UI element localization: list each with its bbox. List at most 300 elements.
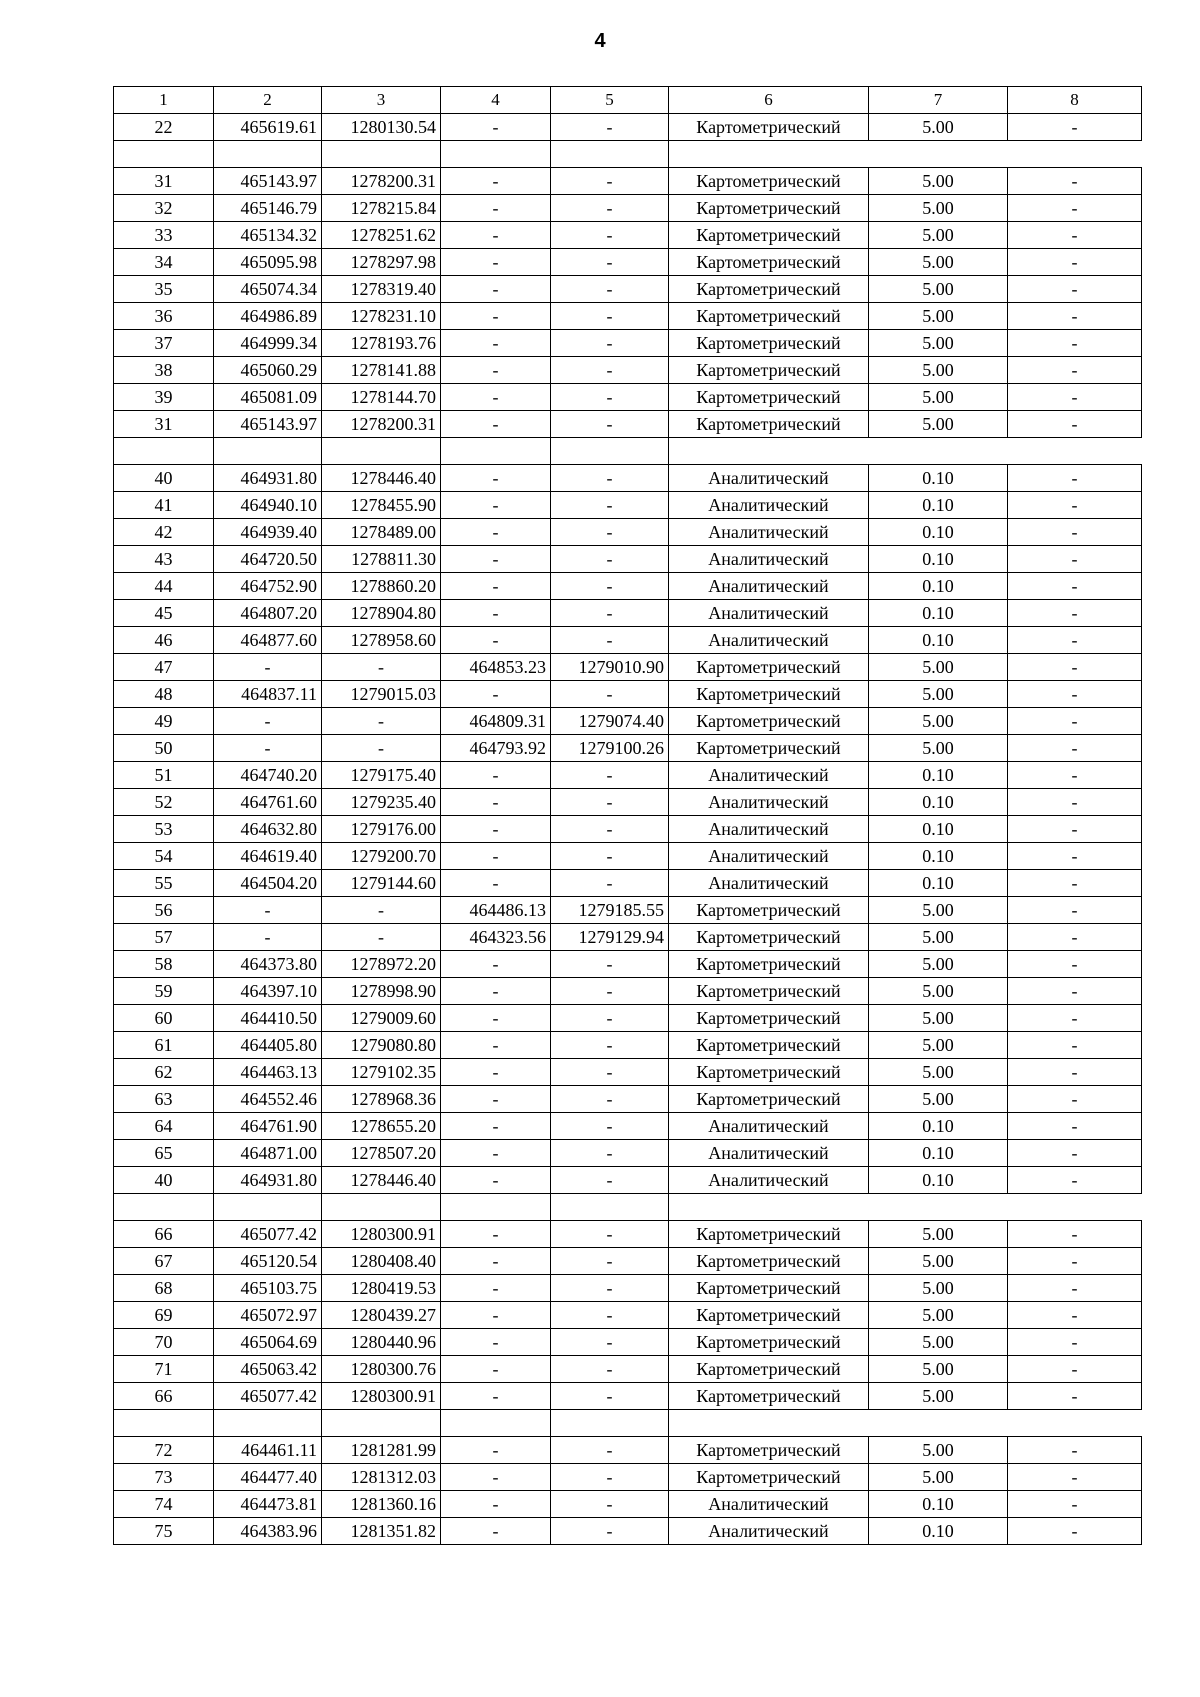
x-coordinate-cell: 465077.42 <box>214 1221 322 1248</box>
method-cell: Картометрический <box>669 681 869 708</box>
y-coordinate-alt-cell: - <box>551 222 669 249</box>
y-coordinate-cell: 1281351.82 <box>322 1518 441 1545</box>
x-coordinate-alt-cell: - <box>441 627 551 654</box>
point-number-cell: 70 <box>114 1329 214 1356</box>
y-coordinate-cell: - <box>322 924 441 951</box>
point-number-cell: 74 <box>114 1491 214 1518</box>
accuracy-cell: 5.00 <box>869 1383 1008 1410</box>
method-cell: Картометрический <box>669 357 869 384</box>
y-coordinate-alt-cell: - <box>551 1140 669 1167</box>
y-coordinate-alt-cell: - <box>551 870 669 897</box>
x-coordinate-alt-cell: - <box>441 1329 551 1356</box>
y-coordinate-alt-cell: - <box>551 1167 669 1194</box>
y-coordinate-cell: 1279235.40 <box>322 789 441 816</box>
table-row <box>114 168 1142 195</box>
y-coordinate-cell: 1278904.80 <box>322 600 441 627</box>
point-number-cell: 54 <box>114 843 214 870</box>
y-coordinate-alt-cell: - <box>551 114 669 141</box>
x-coordinate-cell: 465146.79 <box>214 195 322 222</box>
x-coordinate-alt-cell: - <box>441 1005 551 1032</box>
x-coordinate-alt-cell: - <box>441 1302 551 1329</box>
y-coordinate-cell: 1279200.70 <box>322 843 441 870</box>
table-row <box>114 222 1142 249</box>
x-coordinate-cell: 465074.34 <box>214 276 322 303</box>
table-row <box>114 897 1142 924</box>
x-coordinate-cell: 464473.81 <box>214 1491 322 1518</box>
y-coordinate-alt-cell: - <box>551 1086 669 1113</box>
y-coordinate-alt-cell: - <box>551 1518 669 1545</box>
y-coordinate-alt-cell: 1279100.26 <box>551 735 669 762</box>
note-cell: - <box>1008 357 1142 384</box>
point-number-cell: 37 <box>114 330 214 357</box>
method-cell: Аналитический <box>669 1167 869 1194</box>
point-number-cell: 75 <box>114 1518 214 1545</box>
separator-cell <box>214 1410 322 1437</box>
point-number-cell: 39 <box>114 384 214 411</box>
note-cell: - <box>1008 1518 1142 1545</box>
method-cell: Аналитический <box>669 870 869 897</box>
table-row <box>114 1059 1142 1086</box>
accuracy-cell: 5.00 <box>869 1437 1008 1464</box>
accuracy-cell: 0.10 <box>869 492 1008 519</box>
table-row <box>114 816 1142 843</box>
x-coordinate-cell: 465120.54 <box>214 1248 322 1275</box>
y-coordinate-cell: 1281312.03 <box>322 1464 441 1491</box>
separator-cell <box>869 141 1008 168</box>
separator-cell <box>322 1410 441 1437</box>
accuracy-cell: 5.00 <box>869 222 1008 249</box>
note-cell: - <box>1008 195 1142 222</box>
point-number-cell: 57 <box>114 924 214 951</box>
method-cell: Картометрический <box>669 1005 869 1032</box>
accuracy-cell: 0.10 <box>869 789 1008 816</box>
note-cell: - <box>1008 114 1142 141</box>
note-cell: - <box>1008 1059 1142 1086</box>
note-cell: - <box>1008 924 1142 951</box>
method-cell: Аналитический <box>669 1113 869 1140</box>
x-coordinate-cell: 464837.11 <box>214 681 322 708</box>
point-number-cell: 22 <box>114 114 214 141</box>
note-cell: - <box>1008 843 1142 870</box>
note-cell: - <box>1008 978 1142 1005</box>
table-row <box>114 708 1142 735</box>
y-coordinate-alt-cell: - <box>551 1275 669 1302</box>
method-cell: Картометрический <box>669 1329 869 1356</box>
y-coordinate-cell: 1278655.20 <box>322 1113 441 1140</box>
table-row <box>114 1383 1142 1410</box>
method-cell: Аналитический <box>669 627 869 654</box>
y-coordinate-cell: 1281360.16 <box>322 1491 441 1518</box>
y-coordinate-alt-cell: - <box>551 978 669 1005</box>
point-number-cell: 33 <box>114 222 214 249</box>
accuracy-cell: 5.00 <box>869 1329 1008 1356</box>
y-coordinate-cell: 1278968.36 <box>322 1086 441 1113</box>
y-coordinate-alt-cell: - <box>551 168 669 195</box>
accuracy-cell: 5.00 <box>869 276 1008 303</box>
x-coordinate-cell: 464871.00 <box>214 1140 322 1167</box>
x-coordinate-cell: 465134.32 <box>214 222 322 249</box>
y-coordinate-cell: 1280440.96 <box>322 1329 441 1356</box>
y-coordinate-cell: 1281281.99 <box>322 1437 441 1464</box>
method-cell: Картометрический <box>669 249 869 276</box>
note-cell: - <box>1008 1032 1142 1059</box>
x-coordinate-alt-cell: - <box>441 519 551 546</box>
note-cell: - <box>1008 465 1142 492</box>
y-coordinate-cell: - <box>322 897 441 924</box>
method-cell: Аналитический <box>669 762 869 789</box>
point-number-cell: 60 <box>114 1005 214 1032</box>
separator-cell <box>1008 1410 1142 1437</box>
separator-cell <box>669 141 869 168</box>
x-coordinate-alt-cell: - <box>441 573 551 600</box>
accuracy-cell: 0.10 <box>869 519 1008 546</box>
x-coordinate-cell: 464761.90 <box>214 1113 322 1140</box>
point-number-cell: 40 <box>114 465 214 492</box>
note-cell: - <box>1008 411 1142 438</box>
method-cell: Картометрический <box>669 1032 869 1059</box>
method-cell: Картометрический <box>669 1356 869 1383</box>
method-cell: Картометрический <box>669 735 869 762</box>
y-coordinate-alt-cell: - <box>551 303 669 330</box>
y-coordinate-alt-cell: - <box>551 1221 669 1248</box>
x-coordinate-alt-cell: - <box>441 816 551 843</box>
x-coordinate-alt-cell: - <box>441 492 551 519</box>
note-cell: - <box>1008 951 1142 978</box>
x-coordinate-alt-cell: - <box>441 1113 551 1140</box>
y-coordinate-cell: 1279009.60 <box>322 1005 441 1032</box>
note-cell: - <box>1008 708 1142 735</box>
accuracy-cell: 5.00 <box>869 897 1008 924</box>
table-row <box>114 1221 1142 1248</box>
x-coordinate-alt-cell: - <box>441 1086 551 1113</box>
x-coordinate-cell: 465143.97 <box>214 168 322 195</box>
accuracy-cell: 0.10 <box>869 762 1008 789</box>
y-coordinate-alt-cell: - <box>551 762 669 789</box>
method-cell: Аналитический <box>669 465 869 492</box>
note-cell: - <box>1008 168 1142 195</box>
x-coordinate-alt-cell: - <box>441 762 551 789</box>
x-coordinate-alt-cell: - <box>441 330 551 357</box>
x-coordinate-alt-cell: - <box>441 1383 551 1410</box>
x-coordinate-cell: 465077.42 <box>214 1383 322 1410</box>
separator-cell <box>551 1194 669 1221</box>
x-coordinate-cell: 464877.60 <box>214 627 322 654</box>
method-cell: Аналитический <box>669 546 869 573</box>
note-cell: - <box>1008 762 1142 789</box>
table-row <box>114 573 1142 600</box>
x-coordinate-alt-cell: - <box>441 870 551 897</box>
table-row <box>114 492 1142 519</box>
table-row <box>114 303 1142 330</box>
note-cell: - <box>1008 1356 1142 1383</box>
x-coordinate-alt-cell: 464323.56 <box>441 924 551 951</box>
table-row <box>114 870 1142 897</box>
table-row <box>114 249 1142 276</box>
accuracy-cell: 5.00 <box>869 330 1008 357</box>
y-coordinate-cell: 1279080.80 <box>322 1032 441 1059</box>
point-number-cell: 58 <box>114 951 214 978</box>
y-coordinate-cell: 1278489.00 <box>322 519 441 546</box>
separator-cell <box>669 1194 869 1221</box>
point-number-cell: 32 <box>114 195 214 222</box>
table-row <box>114 951 1142 978</box>
point-number-cell: 31 <box>114 411 214 438</box>
note-cell: - <box>1008 222 1142 249</box>
accuracy-cell: 5.00 <box>869 168 1008 195</box>
point-number-cell: 67 <box>114 1248 214 1275</box>
y-coordinate-alt-cell: - <box>551 249 669 276</box>
y-coordinate-alt-cell: 1279129.94 <box>551 924 669 951</box>
x-coordinate-cell: 464931.80 <box>214 1167 322 1194</box>
point-number-cell: 49 <box>114 708 214 735</box>
column-header: 7 <box>869 87 1008 114</box>
separator-cell <box>322 1194 441 1221</box>
x-coordinate-cell: 464931.80 <box>214 465 322 492</box>
accuracy-cell: 5.00 <box>869 303 1008 330</box>
x-coordinate-cell: 464383.96 <box>214 1518 322 1545</box>
y-coordinate-cell: 1278507.20 <box>322 1140 441 1167</box>
point-number-cell: 63 <box>114 1086 214 1113</box>
x-coordinate-cell: 464986.89 <box>214 303 322 330</box>
y-coordinate-alt-cell: 1279010.90 <box>551 654 669 681</box>
x-coordinate-cell: - <box>214 735 322 762</box>
x-coordinate-cell: 464461.11 <box>214 1437 322 1464</box>
table-row <box>114 1140 1142 1167</box>
accuracy-cell: 5.00 <box>869 708 1008 735</box>
accuracy-cell: 0.10 <box>869 1518 1008 1545</box>
table-row <box>114 1329 1142 1356</box>
method-cell: Картометрический <box>669 1275 869 1302</box>
accuracy-cell: 5.00 <box>869 249 1008 276</box>
note-cell: - <box>1008 1383 1142 1410</box>
x-coordinate-alt-cell: - <box>441 465 551 492</box>
point-number-cell: 50 <box>114 735 214 762</box>
separator-cell <box>441 141 551 168</box>
y-coordinate-alt-cell: - <box>551 492 669 519</box>
y-coordinate-alt-cell: - <box>551 681 669 708</box>
table-row <box>114 654 1142 681</box>
note-cell: - <box>1008 546 1142 573</box>
note-cell: - <box>1008 519 1142 546</box>
x-coordinate-alt-cell: - <box>441 1221 551 1248</box>
accuracy-cell: 5.00 <box>869 114 1008 141</box>
separator-row <box>114 438 1142 465</box>
note-cell: - <box>1008 492 1142 519</box>
x-coordinate-cell: 464632.80 <box>214 816 322 843</box>
table-row <box>114 843 1142 870</box>
table-row <box>114 1437 1142 1464</box>
x-coordinate-alt-cell: - <box>441 411 551 438</box>
x-coordinate-alt-cell: - <box>441 1032 551 1059</box>
point-number-cell: 68 <box>114 1275 214 1302</box>
x-coordinate-alt-cell: - <box>441 1518 551 1545</box>
y-coordinate-alt-cell: - <box>551 276 669 303</box>
point-number-cell: 47 <box>114 654 214 681</box>
note-cell: - <box>1008 654 1142 681</box>
x-coordinate-alt-cell: - <box>441 357 551 384</box>
table-row <box>114 1275 1142 1302</box>
table-row <box>114 1167 1142 1194</box>
x-coordinate-cell: 465060.29 <box>214 357 322 384</box>
y-coordinate-cell: 1280419.53 <box>322 1275 441 1302</box>
x-coordinate-alt-cell: - <box>441 222 551 249</box>
table-row <box>114 1005 1142 1032</box>
separator-cell <box>114 1410 214 1437</box>
point-number-cell: 38 <box>114 357 214 384</box>
y-coordinate-cell: 1279176.00 <box>322 816 441 843</box>
x-coordinate-cell: 465103.75 <box>214 1275 322 1302</box>
x-coordinate-cell: 464504.20 <box>214 870 322 897</box>
y-coordinate-alt-cell: - <box>551 1248 669 1275</box>
accuracy-cell: 5.00 <box>869 384 1008 411</box>
x-coordinate-cell: 464477.40 <box>214 1464 322 1491</box>
y-coordinate-cell: 1278215.84 <box>322 195 441 222</box>
note-cell: - <box>1008 870 1142 897</box>
y-coordinate-cell: - <box>322 708 441 735</box>
y-coordinate-cell: 1278200.31 <box>322 168 441 195</box>
x-coordinate-alt-cell: - <box>441 249 551 276</box>
method-cell: Картометрический <box>669 654 869 681</box>
table-row <box>114 762 1142 789</box>
x-coordinate-alt-cell: - <box>441 303 551 330</box>
x-coordinate-alt-cell: - <box>441 1140 551 1167</box>
y-coordinate-cell: 1278860.20 <box>322 573 441 600</box>
y-coordinate-alt-cell: - <box>551 1302 669 1329</box>
separator-cell <box>869 1194 1008 1221</box>
accuracy-cell: 5.00 <box>869 1248 1008 1275</box>
column-header: 2 <box>214 87 322 114</box>
y-coordinate-alt-cell: - <box>551 1356 669 1383</box>
separator-cell <box>551 1410 669 1437</box>
table-row <box>114 735 1142 762</box>
column-header: 1 <box>114 87 214 114</box>
x-coordinate-alt-cell: - <box>441 1356 551 1383</box>
x-coordinate-cell: - <box>214 708 322 735</box>
method-cell: Картометрический <box>669 1248 869 1275</box>
table-row <box>114 1032 1142 1059</box>
point-number-cell: 36 <box>114 303 214 330</box>
y-coordinate-cell: 1278231.10 <box>322 303 441 330</box>
y-coordinate-cell: 1278958.60 <box>322 627 441 654</box>
x-coordinate-cell: 464397.10 <box>214 978 322 1005</box>
separator-cell <box>214 1194 322 1221</box>
note-cell: - <box>1008 1275 1142 1302</box>
method-cell: Аналитический <box>669 492 869 519</box>
note-cell: - <box>1008 735 1142 762</box>
y-coordinate-cell: 1278998.90 <box>322 978 441 1005</box>
accuracy-cell: 5.00 <box>869 681 1008 708</box>
method-cell: Картометрический <box>669 1221 869 1248</box>
note-cell: - <box>1008 1248 1142 1275</box>
table-row <box>114 978 1142 1005</box>
y-coordinate-cell: 1280439.27 <box>322 1302 441 1329</box>
method-cell: Картометрический <box>669 114 869 141</box>
x-coordinate-cell: 464373.80 <box>214 951 322 978</box>
x-coordinate-alt-cell: - <box>441 1248 551 1275</box>
y-coordinate-alt-cell: - <box>551 1329 669 1356</box>
note-cell: - <box>1008 249 1142 276</box>
accuracy-cell: 5.00 <box>869 1059 1008 1086</box>
x-coordinate-alt-cell: - <box>441 384 551 411</box>
note-cell: - <box>1008 303 1142 330</box>
x-coordinate-cell: 465095.98 <box>214 249 322 276</box>
method-cell: Аналитический <box>669 1140 869 1167</box>
y-coordinate-cell: 1278319.40 <box>322 276 441 303</box>
page-number: 4 <box>594 30 606 52</box>
y-coordinate-cell: 1278141.88 <box>322 357 441 384</box>
method-cell: Картометрический <box>669 951 869 978</box>
x-coordinate-cell: - <box>214 897 322 924</box>
point-number-cell: 66 <box>114 1221 214 1248</box>
x-coordinate-alt-cell: 464853.23 <box>441 654 551 681</box>
accuracy-cell: 5.00 <box>869 1464 1008 1491</box>
y-coordinate-cell: 1278446.40 <box>322 1167 441 1194</box>
table-row <box>114 411 1142 438</box>
note-cell: - <box>1008 789 1142 816</box>
x-coordinate-alt-cell: - <box>441 546 551 573</box>
point-number-cell: 66 <box>114 1383 214 1410</box>
y-coordinate-cell: - <box>322 654 441 681</box>
y-coordinate-alt-cell: - <box>551 1032 669 1059</box>
point-number-cell: 56 <box>114 897 214 924</box>
point-number-cell: 61 <box>114 1032 214 1059</box>
method-cell: Картометрический <box>669 1437 869 1464</box>
y-coordinate-cell: 1278811.30 <box>322 546 441 573</box>
x-coordinate-alt-cell: - <box>441 1491 551 1518</box>
y-coordinate-cell: 1280300.76 <box>322 1356 441 1383</box>
method-cell: Картометрический <box>669 1464 869 1491</box>
y-coordinate-alt-cell: - <box>551 384 669 411</box>
x-coordinate-cell: 464939.40 <box>214 519 322 546</box>
x-coordinate-cell: 465063.42 <box>214 1356 322 1383</box>
accuracy-cell: 5.00 <box>869 1356 1008 1383</box>
separator-cell <box>441 1194 551 1221</box>
accuracy-cell: 5.00 <box>869 411 1008 438</box>
separator-row <box>114 1410 1142 1437</box>
y-coordinate-cell: 1279102.35 <box>322 1059 441 1086</box>
accuracy-cell: 0.10 <box>869 870 1008 897</box>
point-number-cell: 42 <box>114 519 214 546</box>
y-coordinate-alt-cell: - <box>551 195 669 222</box>
table-row <box>114 1464 1142 1491</box>
accuracy-cell: 0.10 <box>869 573 1008 600</box>
y-coordinate-cell: 1278455.90 <box>322 492 441 519</box>
separator-cell <box>214 438 322 465</box>
x-coordinate-alt-cell: 464486.13 <box>441 897 551 924</box>
note-cell: - <box>1008 627 1142 654</box>
table-row <box>114 1491 1142 1518</box>
accuracy-cell: 0.10 <box>869 816 1008 843</box>
separator-cell <box>114 438 214 465</box>
y-coordinate-alt-cell: - <box>551 546 669 573</box>
table-row <box>114 114 1142 141</box>
x-coordinate-cell: 464463.13 <box>214 1059 322 1086</box>
column-header: 4 <box>441 87 551 114</box>
accuracy-cell: 0.10 <box>869 1491 1008 1518</box>
point-number-cell: 51 <box>114 762 214 789</box>
y-coordinate-alt-cell: - <box>551 1491 669 1518</box>
method-cell: Аналитический <box>669 789 869 816</box>
table-row <box>114 1518 1142 1545</box>
accuracy-cell: 5.00 <box>869 1032 1008 1059</box>
x-coordinate-cell: 465064.69 <box>214 1329 322 1356</box>
method-cell: Картометрический <box>669 330 869 357</box>
note-cell: - <box>1008 1221 1142 1248</box>
point-number-cell: 31 <box>114 168 214 195</box>
y-coordinate-cell: 1278200.31 <box>322 411 441 438</box>
separator-cell <box>1008 438 1142 465</box>
separator-cell <box>551 141 669 168</box>
